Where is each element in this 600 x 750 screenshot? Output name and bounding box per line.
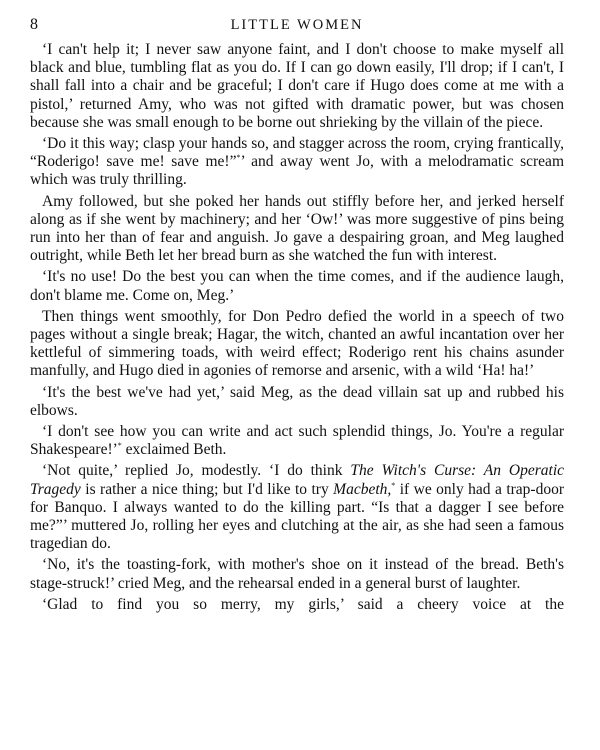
play-title: Macbeth, — [333, 480, 392, 498]
paragraph-7 — [30, 423, 564, 459]
book-page — [30, 14, 564, 617]
paragraph-2 — [30, 135, 564, 190]
paragraph-text: ‘I don't see how you can write and act such splendid things, Jo. You're a regular Shakespeare!’ — [30, 423, 564, 459]
page-number: 8 — [30, 16, 38, 33]
paragraph-6: ‘It's the best we've had yet,’ said Meg, as the dead villain sat up and rubbed his elbows. — [30, 383, 564, 419]
footnote-marker: * — [236, 153, 241, 163]
body-text — [30, 41, 564, 614]
paragraph-4: ‘It's no use! Do the best you can when the time comes, and if the audience laugh, don't blame me. Come on, Meg.’ — [30, 268, 564, 304]
footnote-marker: * — [117, 441, 122, 451]
paragraph-3: Amy followed, but she poked her hands out stiffly before her, and jerked herself along as if she went by machinery; and her ‘Ow!’ was more suggestive of pins being run into her than of fear and anguish. Jo gave a despairing groan, and Meg laughed outright, while Beth let her bread burn as she watched the fun with interest. — [30, 192, 564, 265]
paragraph-text: exclaimed Beth. — [121, 441, 227, 459]
running-head — [30, 14, 564, 36]
paragraph-5: Then things went smoothly, for Don Pedro defied the world in a speech of two pages without a single break; Hagar, the witch, chanted an awful incantation over her kettleful of simmering toads, with weird effect; Roderigo rent his chains asunder manfully, and Hugo died in agonies of remorse and arsenic, with a wild ‘Ha! ha!’ — [30, 307, 564, 380]
paragraph-text: is rather a nice thing; but I'd like to try — [80, 480, 334, 498]
running-title: LITTLE WOMEN — [230, 17, 364, 33]
paragraph-text: if we only had a trap-door for Banquo. I always wanted to do the killing part. “Is that a dagger I see before me?”’ muttered Jo, rolling her eyes and clutching at the air, as she had seen a famous tragedian do. — [30, 480, 565, 553]
paragraph-9: ‘No, it's the toasting-fork, with mother's shoe on it instead of the bread. Beth's stage-struck!’ cried Meg, and the rehearsal ended in a general burst of laughter. — [30, 556, 564, 592]
paragraph-text: ’ and away went Jo, with a melodramatic scream which was truly thrilling. — [30, 153, 564, 189]
paragraph-text: ‘Not quite,’ replied Jo, modestly. ‘I do think — [42, 462, 351, 480]
paragraph-text: ‘Do it this way; clasp your hands so, and stagger across the room, crying frantically, “Roderigo! save me! save me!” — [30, 135, 564, 171]
footnote-marker: * — [391, 480, 396, 490]
paragraph-1: ‘I can't help it; I never saw anyone faint, and I don't choose to make myself all black and blue, tumbling flat as you do. If I can go down easily, I'll drop; if I can't, I shall fall into a chair and be graceful; I don't care if Hugo does come at me with a pistol,’ returned Amy, who was not gifted with dramatic power, but was chosen because she was small enough to be borne out shrieking by the villain of the piece. — [30, 41, 564, 131]
paragraph-8 — [30, 462, 564, 553]
play-title: The Witch's Curse: An Operatic Tragedy — [30, 462, 564, 498]
paragraph-10: ‘Glad to find you so merry, my girls,’ said a cheery voice at the — [42, 595, 564, 613]
